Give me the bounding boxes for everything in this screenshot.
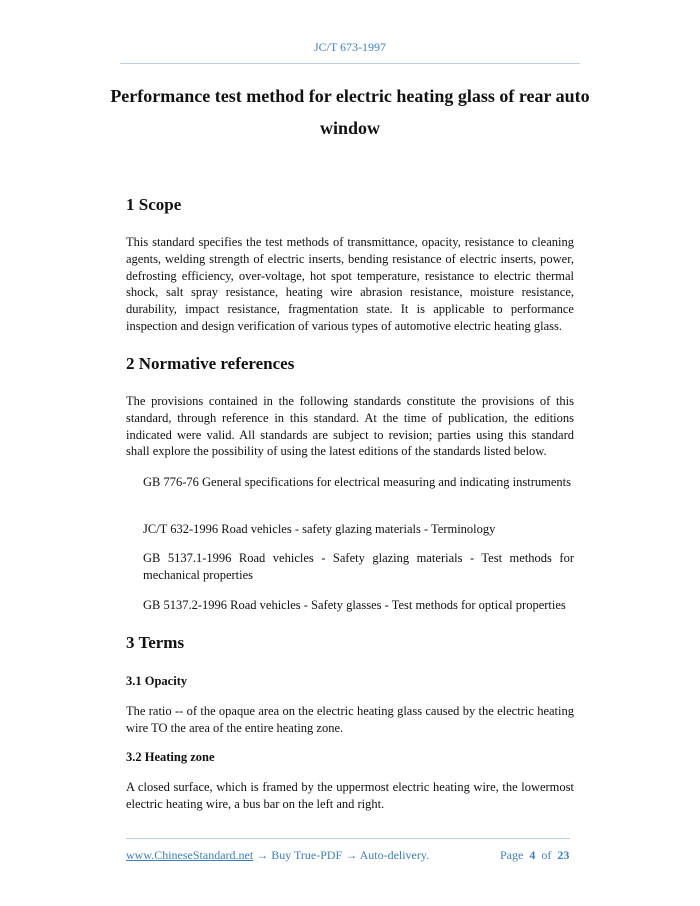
scope-paragraph: This standard specifies the test methods of transmittance, opacity, resistance to cleaning agents, welding strength of electric inserts, bending resistance of electric inserts, power, defrosting efficiency, over-voltage, hot spot temperature, resistance to electric thermal shock, salt spray resistance, heating wire abrasion resistance, moisture resistance, durability, impact resistance, fragmentation state. It is applicable to performance inspection and design verification of various types of automotive electric heating glass. [126,235,574,333]
reference-item: JC/T 632-1996 Road vehicles - safety glazing materials - Terminology [143,522,496,536]
term-opacity-text: The ratio -- of the opaque area on the electric heating glass caused by the electric heating wire TO the area of the entire heating zone. [126,704,574,735]
page-label: Page [500,848,524,862]
footer-divider [126,838,570,839]
current-page: 4 [529,848,536,862]
section-heading-scope: 1 Scope [126,195,182,214]
header-divider [120,63,580,64]
section-heading-terms: 3 Terms [126,633,185,652]
term-heading-opacity: 3.1 Opacity [126,674,188,688]
term-heating-zone-text: A closed surface, which is framed by the uppermost electric heating wire, the lowermost electric heating wire, a bus bar on the left and right. [126,780,574,811]
page-number [500,848,569,863]
total-pages: 23 [557,848,570,862]
reference-item: GB 776-76 General specifications for electrical measuring and indicating instruments [143,475,571,489]
footer-promo [126,848,429,863]
references-paragraph: The provisions contained in the following standards constitute the provisions of this standard, through reference in this standard. At the time of publication, the editions indicated were valid. All standards are subject to revision; parties using this standard shall explore the possibility of using the latest editions of the standards listed below. [126,394,574,459]
term-heading-heating-zone: 3.2 Heating zone [126,750,215,764]
reference-item: GB 5137.1-1996 Road vehicles - Safety glazing materials - Test methods for mechanical properties [143,551,574,582]
section-heading-references: 2 Normative references [126,354,295,373]
footer-promo-text: → Buy True-PDF → Auto-delivery. [253,848,430,862]
footer-link[interactable]: www.ChineseStandard.net [126,848,254,862]
document-title: Performance test method for electric heating glass of rear auto window [110,86,590,138]
page-of: of [541,848,552,862]
reference-item: GB 5137.2-1996 Road vehicles - Safety glasses - Test methods for optical properties [143,598,566,612]
header-code: JC/T 673-1997 [313,40,387,54]
